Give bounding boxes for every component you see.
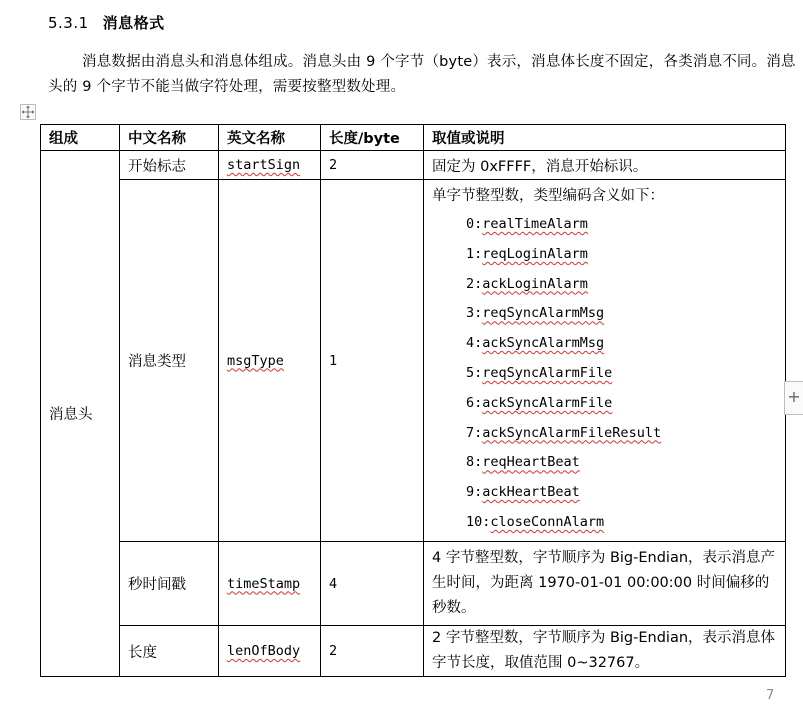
table-move-handle[interactable] (20, 104, 36, 120)
msg-type-list (432, 210, 777, 538)
en-name-cell (219, 151, 321, 180)
list-item: 6:ackSyncAlarmFile (466, 394, 613, 411)
en-name-text: startSign (227, 157, 301, 173)
en-name-text: msgType (227, 352, 284, 369)
en-name-text: timeStamp (227, 575, 301, 592)
length-cell: 2 (321, 626, 424, 677)
group-cell: 消息头 (41, 151, 120, 677)
table-row (41, 151, 786, 180)
list-item: 5:reqSyncAlarmFile (466, 364, 613, 381)
list-item: 9:ackHeartBeat (466, 484, 580, 501)
add-column-button[interactable] (784, 381, 803, 415)
description-cell: 固定为 0xFFFF，消息开始标识。 (424, 151, 786, 180)
section-heading (48, 12, 165, 33)
en-name-cell (219, 180, 321, 542)
table-row (41, 542, 786, 626)
en-name-text: lenOfBody (227, 643, 301, 659)
header-en-name: 英文名称 (219, 125, 321, 151)
table-row (41, 626, 786, 677)
description-cell (424, 180, 786, 542)
length-cell: 1 (321, 180, 424, 542)
list-item: 4:ackSyncAlarmMsg (466, 335, 605, 352)
section-title: 消息格式 (102, 14, 165, 32)
section-number: 5.3.1 (48, 14, 89, 32)
table-row (41, 180, 786, 542)
page-number: 7 (766, 688, 775, 703)
message-header-table (40, 124, 786, 677)
en-name-cell (219, 542, 321, 626)
cn-name-cell: 秒时间戳 (120, 542, 219, 626)
list-item: 2:ackLoginAlarm (466, 275, 588, 292)
header-length: 长度/byte (321, 125, 424, 151)
intro-paragraph: 消息数据由消息头和消息体组成。消息头由 9 个字节（byte）表示，消息体长度不固定，各类消息不同。消息头的 9 个字节不能当做字符处理，需要按整型数处理。 (48, 54, 796, 95)
move-arrows-icon (21, 105, 35, 119)
description-cell: 2 字节整型数，字节顺序为 Big-Endian，表示消息体字节长度，取值范围 0~32767。 (424, 626, 786, 677)
header-description: 取值或说明 (424, 125, 786, 151)
length-cell: 2 (321, 151, 424, 180)
cn-name-cell: 消息类型 (120, 180, 219, 542)
list-item: 1:reqLoginAlarm (466, 245, 588, 262)
list-item: 0:realTimeAlarm (466, 216, 588, 232)
en-name-cell (219, 626, 321, 677)
list-item: 10:closeConnAlarm (466, 513, 605, 530)
cn-name-cell: 开始标志 (120, 151, 219, 180)
list-item: 3:reqSyncAlarmMsg (466, 305, 605, 322)
list-item: 8:reqHeartBeat (466, 454, 580, 471)
plus-icon: + (787, 387, 801, 406)
header-group: 组成 (41, 125, 120, 151)
msg-type-intro: 单字节整型数，类型编码含义如下： (432, 188, 664, 204)
cn-name-cell: 长度 (120, 626, 219, 677)
header-cn-name: 中文名称 (120, 125, 219, 151)
list-item: 7:ackSyncAlarmFileResult (466, 424, 662, 441)
description-cell: 4 字节整型数，字节顺序为 Big-Endian，表示消息产生时间，为距离 1970-01-01 00:00:00 时间偏移的秒数。 (424, 542, 786, 626)
table-header-row (41, 125, 786, 151)
length-cell: 4 (321, 542, 424, 626)
